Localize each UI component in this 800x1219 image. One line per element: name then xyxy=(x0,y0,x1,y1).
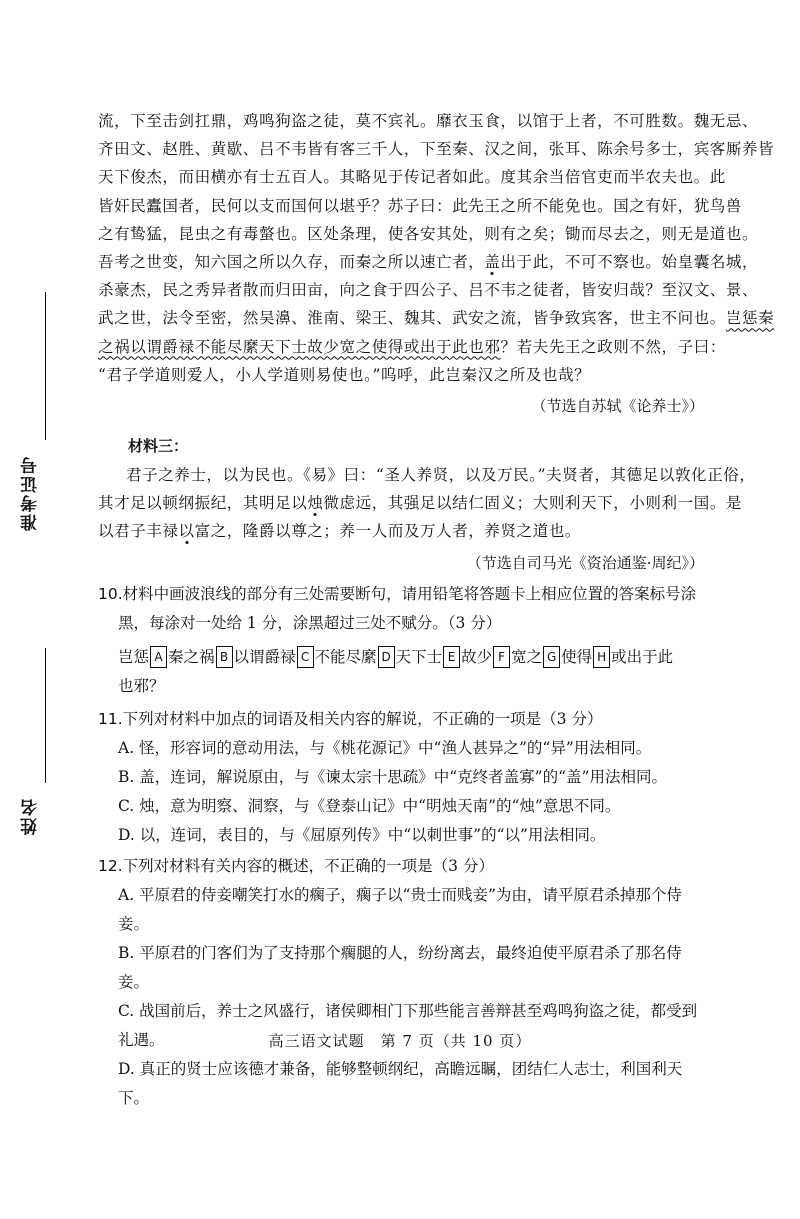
segment-text: 使得 xyxy=(561,647,593,666)
segment-text: 天下士 xyxy=(395,647,443,666)
question-number: 11. xyxy=(98,709,123,728)
passage-2-line xyxy=(98,333,726,361)
dotted-word-gai: 盖 xyxy=(484,253,501,272)
question-10-stem xyxy=(98,580,704,609)
text-run: 武之世，法令至密，然吴濞、淮南、梁王、魏其、武安之流，皆争致宾客，世主不问也。 xyxy=(98,309,726,328)
passage-3-line xyxy=(98,489,743,517)
page-content xyxy=(98,107,775,1113)
text-run: 以君子丰禄 xyxy=(98,522,179,541)
question-12-stem xyxy=(98,852,704,881)
passage-2 xyxy=(98,107,775,421)
page-footer: 高三语文试题 第 7 页（共 10 页） xyxy=(268,1032,532,1050)
dotted-word-yi: 以 xyxy=(178,522,195,541)
text-run: ？若夫先王之政则不然，子曰： xyxy=(500,337,726,356)
passage-3 xyxy=(98,431,756,578)
answer-box-c[interactable]: C xyxy=(297,646,314,668)
answer-box-e[interactable]: E xyxy=(443,646,460,668)
question-number: 10. xyxy=(98,584,123,603)
passage-2-line xyxy=(98,304,775,332)
question-10-stem-cont: 黑，每涂对一处给 1 分，涂黑超过三处不赋分。（3 分） xyxy=(118,613,502,632)
text-run: 微虑远，其强足以结仁固义；大则利天下，小则利一国。是 xyxy=(323,494,743,513)
exam-id-line xyxy=(45,292,46,440)
option-a[interactable]: A. 平原君的侍妾嘲笑打水的瘸子，瘸子以“贵士而贱妾”为由，请平原君杀掉那个侍妾。 xyxy=(118,885,682,933)
wavy-underlined-text: 岂惩秦 xyxy=(725,309,775,328)
text-run: 富之，隆爵以尊之；养一人而及万人者，养贤之道也。 xyxy=(194,522,582,541)
dotted-word-zhu: 烛 xyxy=(307,494,324,513)
answer-box-a[interactable]: A xyxy=(150,646,167,668)
option-a[interactable]: A. 怪，形容词的意动用法，与《桃花源记》中“渔人甚异之”的“异”用法相同。 xyxy=(118,738,652,757)
segment-text: 或出于此 xyxy=(611,647,674,666)
answer-box-f[interactable]: F xyxy=(493,646,510,668)
answer-box-h[interactable]: H xyxy=(593,646,610,668)
text-run: 吾考之世变，知六国之所以久存，而秦之所以速亡者， xyxy=(98,253,485,272)
passage-3-line xyxy=(98,517,704,545)
passage-2-line: 天下俊杰，而田横亦有士五百人。其略见于传记者如此。度其余当倍官吏而半农夫也。此 xyxy=(98,168,726,187)
answer-box-b[interactable]: B xyxy=(216,646,233,668)
name-line xyxy=(45,648,46,783)
option-b[interactable]: B. 盖，连词，解说原由，与《谏太宗十思疏》中“克终者盖寡”的“盖”用法相同。 xyxy=(118,767,667,786)
question-11 xyxy=(98,705,704,850)
name-label: 姓名 xyxy=(21,797,41,835)
passage-2-line: 流，下至击剑扛鼎，鸡鸣狗盗之徒，莫不宾礼。靡衣玉食，以馆于上者，不可胜数。魏无忌、 xyxy=(98,112,759,130)
segment-text: 秦之祸 xyxy=(168,647,215,666)
option-c[interactable]: C. 烛，意为明察、洞察，与《登泰山记》中“明烛天南”的“烛”意思不同。 xyxy=(118,796,621,815)
option-b[interactable]: B. 平原君的门客们为了支持那个瘸腿的人，纷纷离去，最终迫使平原君杀了那名侍妾。 xyxy=(118,943,682,991)
exam-id-label: 准考证号 xyxy=(21,455,41,531)
question-10 xyxy=(98,580,704,701)
question-10-tail: 也邪？ xyxy=(118,676,165,695)
option-c[interactable]: C. 战国前后，养士之风盛行，诸侯卿相门下那些能言善辩甚至鸡鸣狗盗之徒，都受到礼遇。 xyxy=(118,1001,698,1049)
segment-text: 岂惩 xyxy=(118,647,150,666)
segment-text: 不能尽縻 xyxy=(314,647,377,666)
question-number: 12. xyxy=(98,856,123,875)
passage-2-line: 齐田文、赵胜、黄歇、吕不韦皆有客三千人，下至秦、汉之间，张耳、陈余号多士，宾客厮养皆 xyxy=(98,140,775,159)
text-run: 出于此，不可不察也。始皇囊名城， xyxy=(500,253,759,272)
wavy-underlined-text: 之祸以谓爵禄不能尽縻天下士故少宽之使得或出于此也邪 xyxy=(98,337,501,356)
question-text: 材料中画波浪线的部分有三处需要断句，请用铅笔将答题卡上相应位置的答案标号涂 xyxy=(122,584,697,603)
answer-box-d[interactable]: D xyxy=(378,646,395,668)
question-10-segments xyxy=(98,642,704,672)
segment-text: 故少 xyxy=(461,647,493,666)
question-12 xyxy=(98,852,704,1113)
passage-3-title: 材料三： xyxy=(128,437,189,456)
passage-3-line: 君子之养士，以为民也。《易》曰：“圣人养贤，以及万民。”夫贤者，其德足以敦化正俗， xyxy=(126,466,756,485)
option-d[interactable]: D. 以，连词，表目的，与《屈原列传》中“以刺世事”的“以”用法相同。 xyxy=(118,825,606,844)
text-run: 其才足以顿纲振纪，其明足以 xyxy=(98,494,308,513)
segment-text: 宽之 xyxy=(511,647,543,666)
answer-box-g[interactable]: G xyxy=(543,646,560,668)
passage-2-line: 皆奸民蠹国者，民何以支而国何以堪乎？苏子曰：此先王之所不能免也。国之有奸，犹鸟兽 xyxy=(98,196,743,215)
option-d[interactable]: D. 真正的贤士应该德才兼备，能够整顿纲纪，高瞻远瞩，团结仁人志士，利国利天下。 xyxy=(118,1059,683,1107)
passage-2-line: 杀豪杰，民之秀异者散而归田亩，向之食于四公子、吕不韦之徒者，皆安归哉？至汉文、景、 xyxy=(98,281,759,300)
question-11-stem xyxy=(98,705,704,734)
passage-2-source: （节选自苏轼《论养士》） xyxy=(531,397,704,416)
question-text: 下列对材料中加点的词语及相关内容的解说，不正确的一项是（3 分） xyxy=(122,709,603,728)
passage-3-source: （节选自司马光《资治通鉴·周纪》） xyxy=(466,553,704,572)
passage-2-line: 之有鸷猛，昆虫之有毒螫也。区处条理，使各安其处，则有之矣；锄而尽去之，则无是道也。 xyxy=(98,224,759,243)
segment-text: 以谓爵禄 xyxy=(233,647,296,666)
passage-2-line xyxy=(98,248,759,276)
passage-2-line: “君子学道则爱人，小人学道则易使也。”呜呼，此岂秦汉之所及也哉？ xyxy=(98,365,591,384)
question-text: 下列对材料有关内容的概述，不正确的一项是（3 分） xyxy=(122,856,494,875)
